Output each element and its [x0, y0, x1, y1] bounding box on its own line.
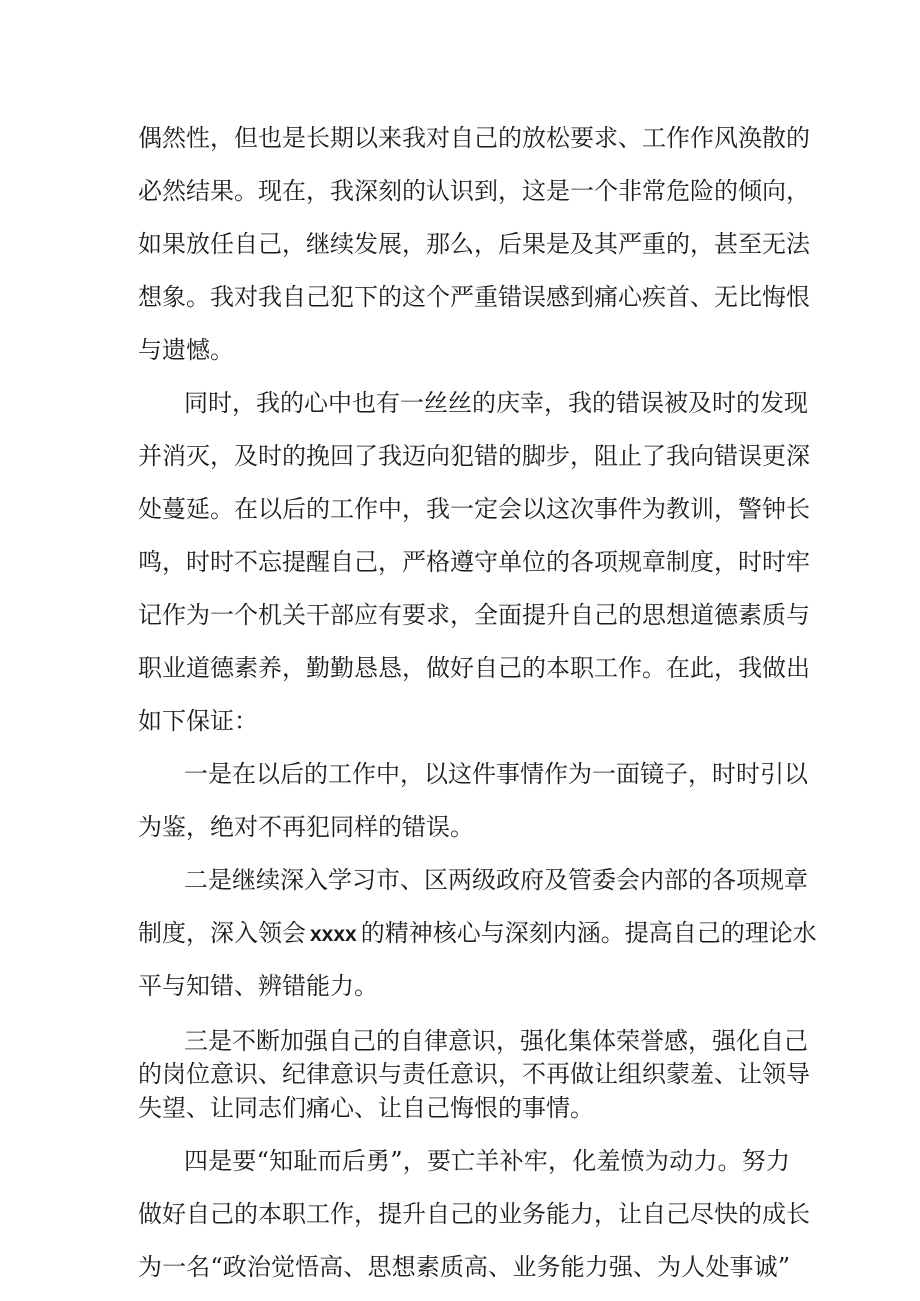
text-fragment: 的精神核心与深刻内涵。提高自己的理论水 — [360, 919, 817, 947]
text-fragment: 制度，深入领会 — [138, 919, 306, 947]
text-line: 必然结果。现在，我深刻的认识到，这是一个非常危险的倾向， — [138, 177, 810, 205]
text-line: 四是要“知耻而后勇”，要亡羊补牢，化羞愤为动力。努力 — [184, 1147, 790, 1175]
text-line: 职业道德素养，勤勤恳恳，做好自己的本职工作。在此，我做出 — [138, 654, 810, 682]
placeholder-text: xxxx — [310, 923, 357, 946]
text-line: 为一名“政治觉悟高、思想素质高、业务能力强、为人处事诚” — [138, 1253, 790, 1281]
text-line: 并消灭，及时的挽回了我迈向犯错的脚步，阻止了我向错误更深 — [138, 442, 810, 470]
text-line: 为鉴，绝对不再犯同样的错误。 — [138, 813, 474, 841]
text-line: 偶然性，但也是长期以来我对自己的放松要求、工作作风涣散的 — [138, 124, 810, 152]
text-line: 鸣，时时不忘提醒自己，严格遵守单位的各项规章制度，时时牢 — [138, 548, 810, 576]
text-line: 处蔓延。在以后的工作中，我一定会以这次事件为教训，警钟长 — [138, 495, 810, 523]
text-line — [138, 913, 817, 953]
text-line: 二是继续深入学习市、区两级政府及管委会内部的各项规章 — [184, 866, 808, 894]
text-line: 想象。我对我自己犯下的这个严重错误感到痛心疾首、无比悔恨 — [138, 283, 810, 311]
text-line: 同时，我的心中也有一丝丝的庆幸，我的错误被及时的发现 — [184, 389, 808, 417]
text-line: 记作为一个机关干部应有要求，全面提升自己的思想道德素质与 — [138, 601, 810, 629]
text-line: 与遗憾。 — [138, 336, 234, 364]
text-line: 失望、让同志们痛心、让自己悔恨的事情。 — [138, 1094, 594, 1122]
text-line: 三是不断加强自己的自律意识，强化集体荣誉感，强化自己 — [184, 1027, 808, 1055]
text-line: 做好自己的本职工作，提升自己的业务能力，让自己尽快的成长 — [138, 1200, 810, 1228]
text-line: 平与知错、辨错能力。 — [138, 972, 378, 1000]
text-line: 如果放任自己，继续发展，那么，后果是及其严重的，甚至无法 — [138, 230, 810, 258]
text-line: 的岗位意识、纪律意识与责任意识，不再做让组织蒙羞、让领导 — [138, 1060, 810, 1088]
text-line: 如下保证： — [138, 707, 258, 735]
text-line: 一是在以后的工作中，以这件事情作为一面镜子，时时引以 — [184, 760, 808, 788]
